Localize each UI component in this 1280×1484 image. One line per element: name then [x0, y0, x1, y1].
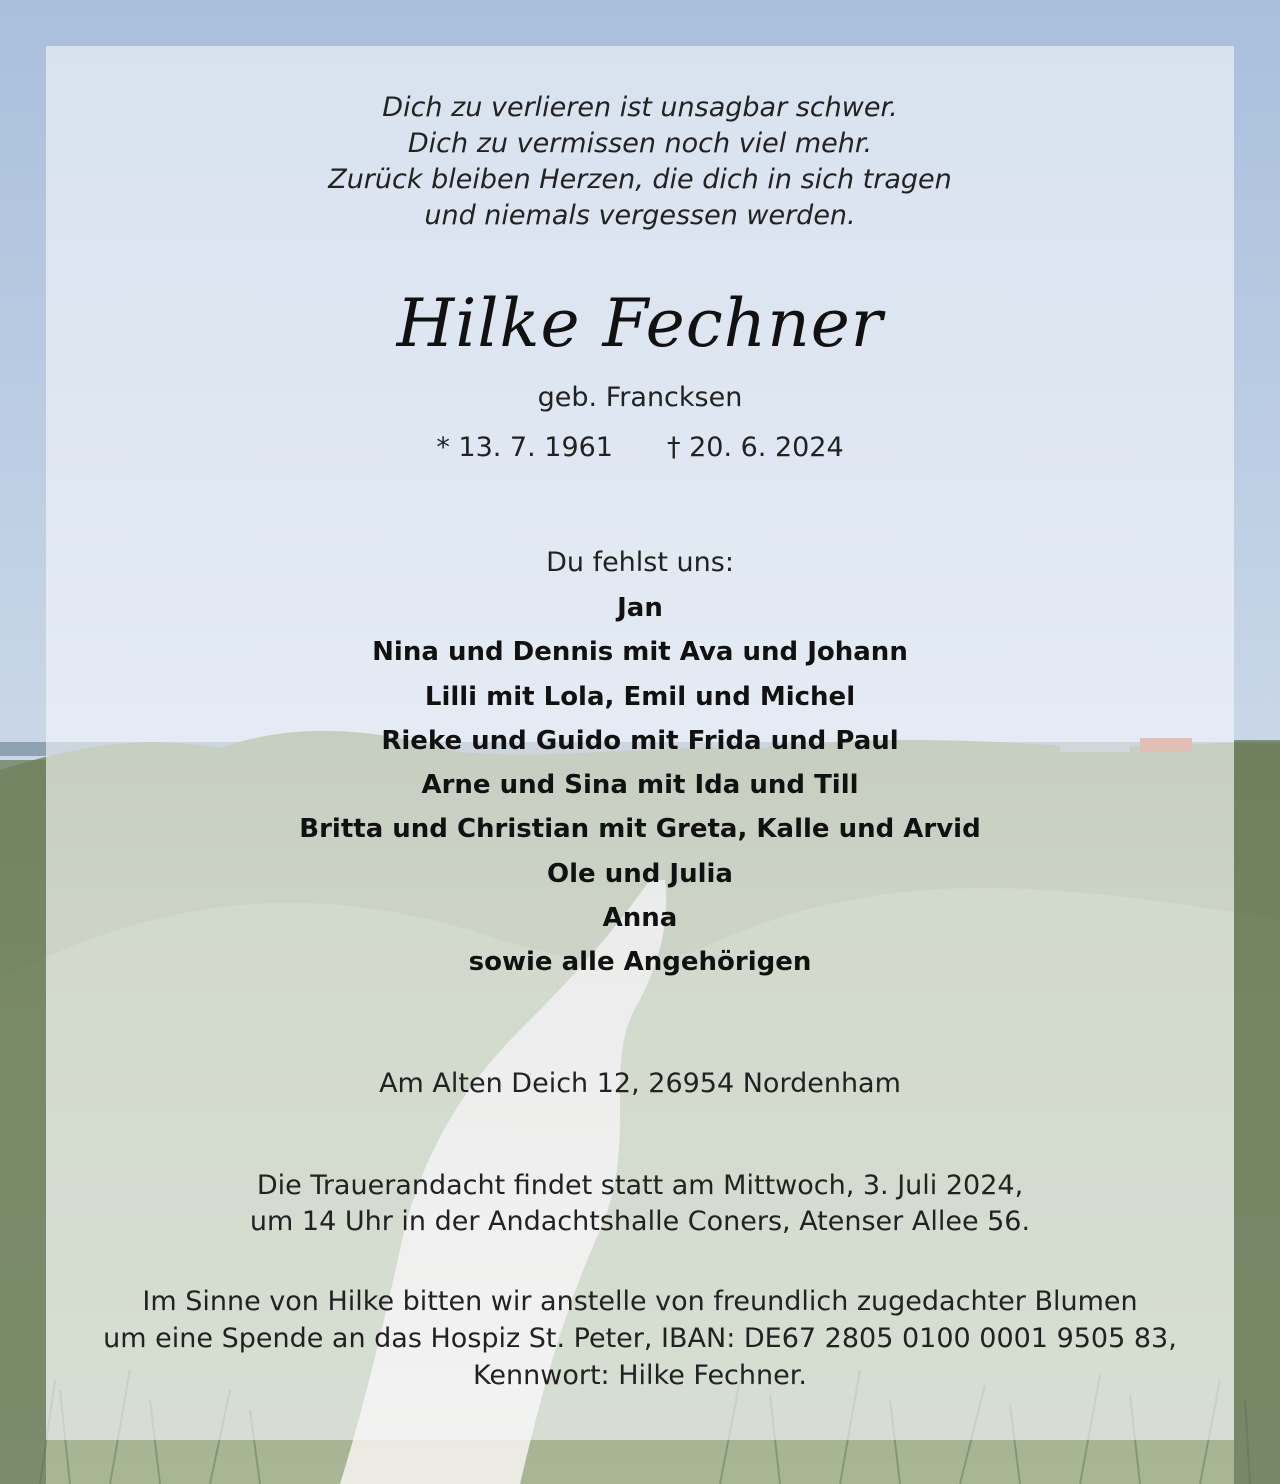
mourner-line: Jan	[617, 593, 663, 623]
memorial-poem	[0, 90, 1280, 234]
donation-line: Kennwort: Hilke Fechner.	[473, 1360, 807, 1391]
mourners-intro: Du fehlst uns:	[546, 547, 734, 578]
mourner-line: Arne und Sina mit Ida und Till	[421, 770, 859, 801]
service-line: um 14 Uhr in der Andachtshalle Coners, Atenser Allee 56.	[249, 1206, 1031, 1237]
mourner-line: Anna	[602, 903, 678, 934]
mourner-line: Ole und Julia	[547, 858, 733, 889]
life-dates	[0, 430, 1280, 466]
poem-line: Dich zu vermissen noch viel mehr.	[407, 128, 873, 159]
poem-line: und niemals vergessen werden.	[424, 200, 856, 231]
poem-line: Zurück bleiben Herzen, die dich in sich tragen	[328, 164, 952, 195]
poem-line: Dich zu verlieren ist unsagbar schwer.	[382, 92, 898, 123]
death-date: † 20. 6. 2024	[667, 432, 844, 463]
birth-date: * 13. 7. 1961	[436, 432, 613, 463]
mourner-line: sowie alle Angehörigen	[468, 947, 812, 978]
family-address: Am Alten Deich 12, 26954 Nordenham	[379, 1068, 901, 1099]
mourner-line: Lilli mit Lola, Emil und Michel	[424, 681, 856, 712]
service-info	[0, 1168, 1280, 1240]
donation-line: Im Sinne von Hilke bitten wir anstelle von freundlich zugedachter Blumen	[142, 1286, 1138, 1317]
deceased-name: Hilke Fechner	[396, 285, 884, 362]
donation-line: um eine Spende an das Hospiz St. Peter, IBAN: DE67 2805 0100 0001 9505 83,	[103, 1323, 1177, 1354]
mourner-line: Britta und Christian mit Greta, Kalle und Arvid	[299, 814, 981, 845]
mourner-line: Nina und Dennis mit Ava und Johann	[372, 637, 908, 668]
service-line: Die Trauerandacht findet statt am Mittwoch, 3. Juli 2024,	[256, 1170, 1024, 1201]
birth-name: geb. Francksen	[537, 382, 743, 413]
donation-request	[0, 1283, 1280, 1394]
mourners-list	[0, 586, 1280, 985]
mourner-line: Rieke und Guido mit Frida und Paul	[381, 725, 899, 756]
